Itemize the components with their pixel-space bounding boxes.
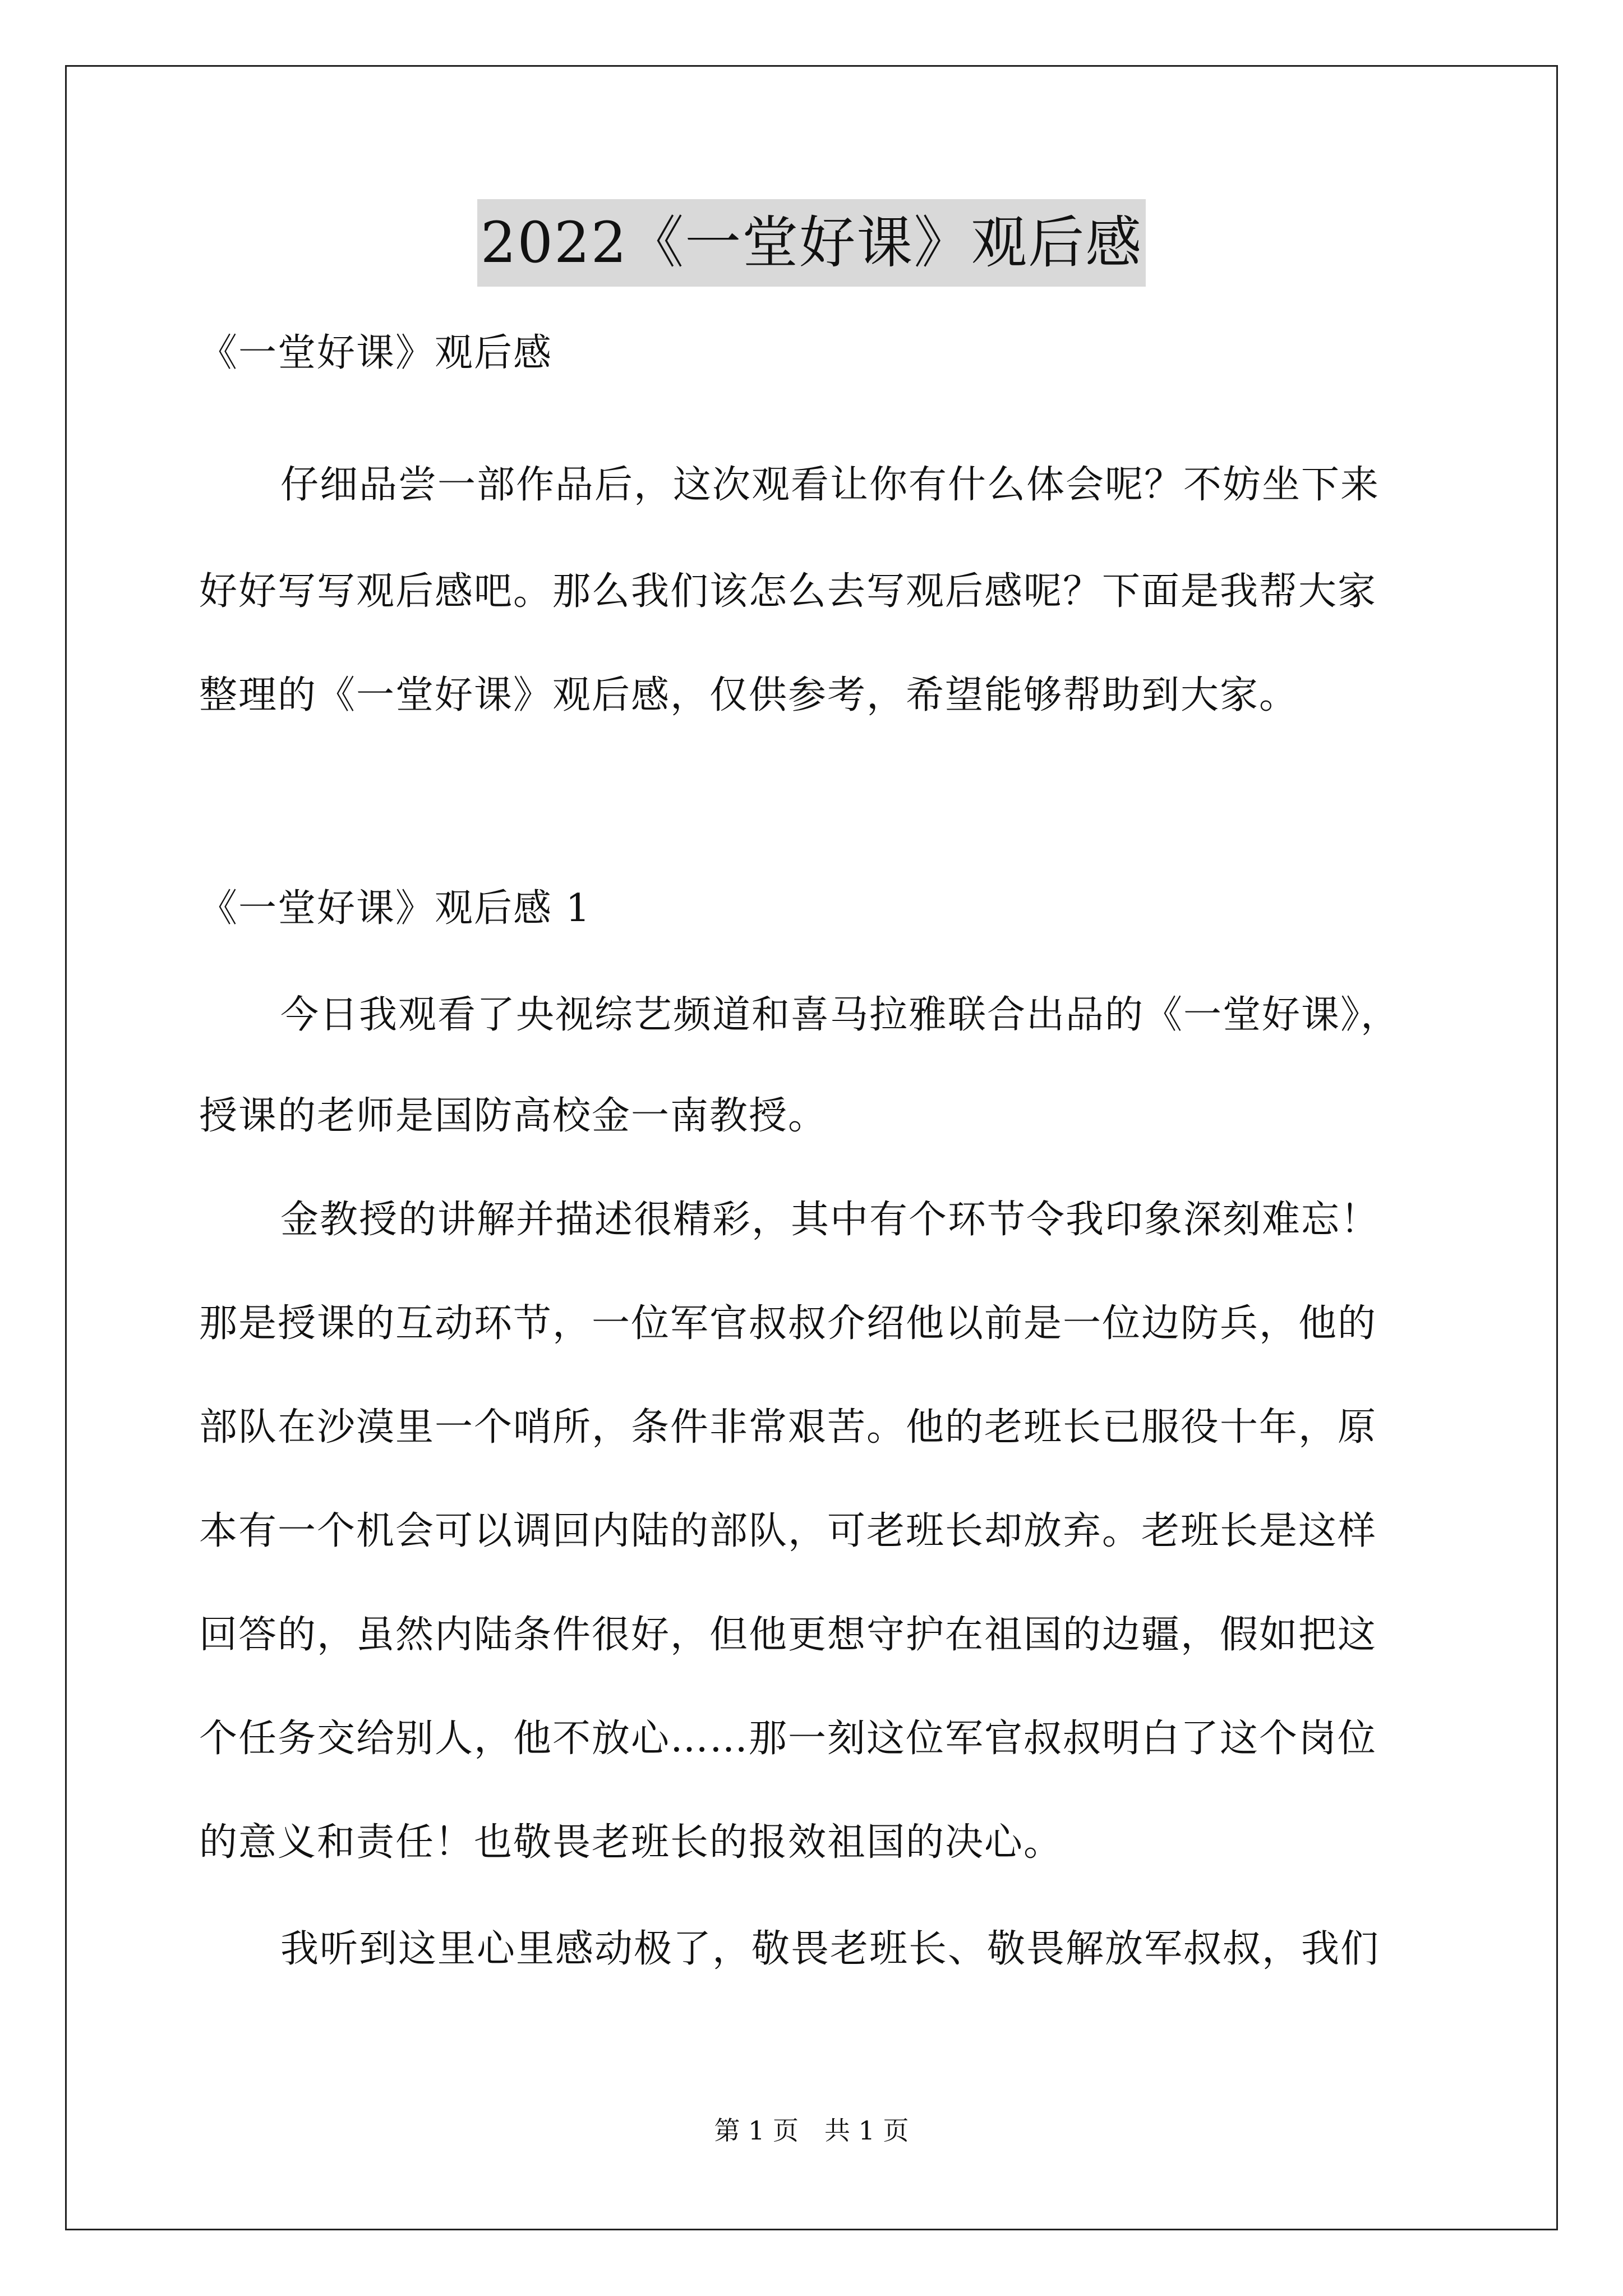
body-line-1: 今日我观看了央视综艺频道和喜马拉雅联合出品的《一堂好课》，: [280, 993, 1400, 1037]
body-line-10: 我听到这里心里感动极了，敬畏老班长、敬畏解放军叔叔，我们: [280, 1927, 1380, 1971]
body-line-4: 那是授课的互动环节，一位军官叔叔介绍他以前是一位边防兵，他的: [199, 1301, 1377, 1346]
section-heading: 《一堂好课》观后感 1: [199, 886, 591, 931]
intro-line-2: 好好写写观后感吧。那么我们该怎么去写观后感呢？下面是我帮大家: [199, 569, 1377, 614]
document-title: 2022《一堂好课》观后感: [477, 199, 1146, 287]
page-number-footer: 第 1 页 共 1 页: [714, 2115, 909, 2146]
body-line-7: 回答的，虽然内陆条件很好，但他更想守护在祖国的边疆，假如把这: [199, 1613, 1377, 1657]
body-line-9: 的意义和责任！也敬畏老班长的报效祖国的决心。: [199, 1820, 1063, 1865]
intro-line-1: 仔细品尝一部作品后，这次观看让你有什么体会呢？不妨坐下来: [280, 463, 1380, 507]
document-subtitle: 《一堂好课》观后感: [199, 331, 553, 375]
body-line-3: 金教授的讲解并描述很精彩，其中有个环节令我印象深刻难忘！: [280, 1198, 1380, 1242]
title-container: [0, 199, 1623, 287]
body-line-6: 本有一个机会可以调回内陆的部队，可老班长却放弃。老班长是这样: [199, 1509, 1377, 1553]
body-line-8: 个任务交给别人，他不放心……那一刻这位军官叔叔明白了这个岗位: [199, 1717, 1377, 1761]
body-line-2: 授课的老师是国防高校金一南教授。: [199, 1094, 828, 1138]
body-line-5: 部队在沙漠里一个哨所，条件非常艰苦。他的老班长已服役十年，原: [199, 1405, 1377, 1450]
intro-line-3: 整理的《一堂好课》观后感，仅供参考，希望能够帮助到大家。: [199, 673, 1299, 717]
page-border: [65, 65, 1558, 2230]
